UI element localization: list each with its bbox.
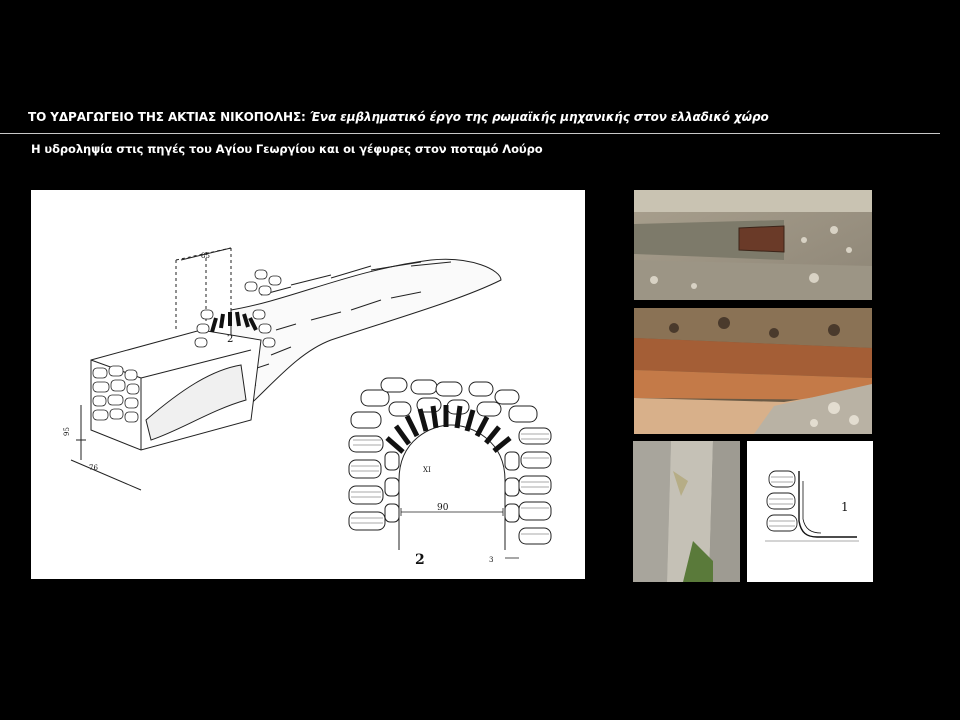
title-divider (0, 133, 940, 134)
wall-closeup-photo (633, 441, 740, 582)
arch-width-label: 90 (437, 503, 449, 513)
dim-small-label: 3 (489, 556, 494, 564)
trench-photo (634, 308, 872, 434)
channel-profile-drawing (747, 441, 873, 582)
aqueduct-section-drawing (31, 190, 585, 579)
dim-top-label: 85 (201, 252, 210, 260)
small-figure-number: 1 (841, 500, 849, 514)
small-arch-label: 2 (227, 334, 234, 345)
keystone-label: XI (423, 466, 431, 474)
channel-photo (634, 190, 872, 300)
slide-title (28, 110, 769, 124)
dim-left-height-label: 95 (63, 427, 71, 436)
dim-left-base-label: 76 (89, 464, 98, 472)
slide-title-sub: Ένα εμβληματικό έργο της ρωμαϊκής μηχανικής στον ελλαδικό χώρο (309, 110, 769, 124)
figure-number: 2 (415, 552, 425, 568)
slide-subtitle: Η υδροληψία στις πηγές του Αγίου Γεωργίου και οι γέφυρες στον ποταμό Λούρο (31, 142, 543, 156)
slide-title-main: ΤΟ ΥΔΡΑΓΩΓΕΙΟ ΤΗΣ ΑΚΤΙΑΣ ΝΙΚΟΠΟΛΗΣ: (28, 110, 306, 124)
